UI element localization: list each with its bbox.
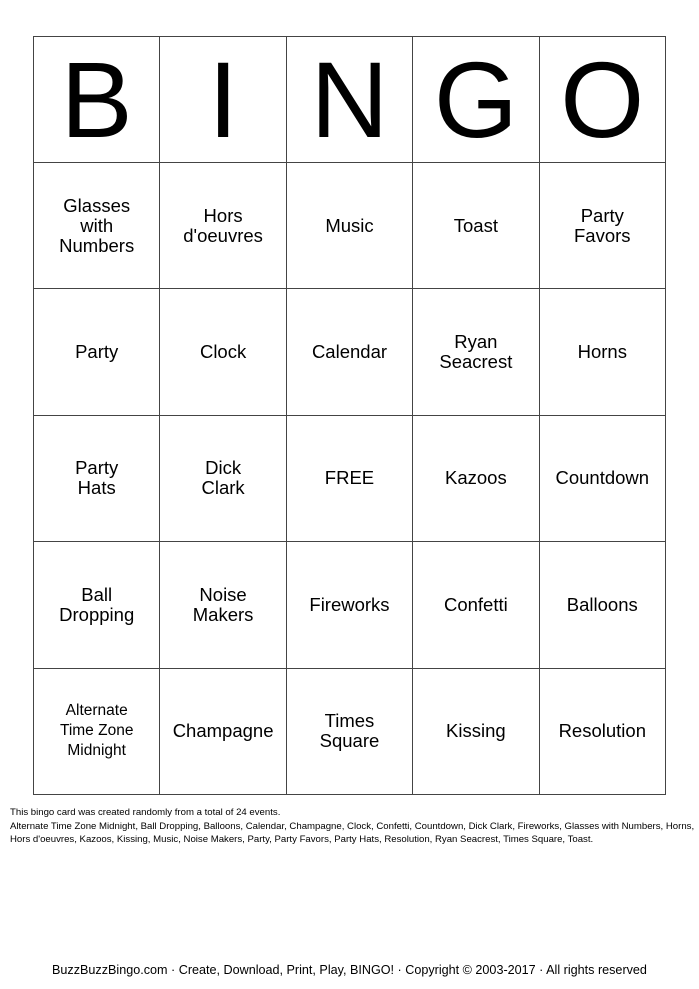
cell-text-line: Alternate	[65, 702, 128, 720]
bingo-cell	[413, 542, 539, 668]
cell-text-line: d'oeuvres	[183, 224, 263, 246]
cell-text-line: Champagne	[172, 720, 274, 742]
cell-text-line: Midnight	[67, 742, 126, 760]
bingo-row	[34, 668, 666, 794]
cell-text-line: Ball	[81, 583, 113, 605]
cell-text-line: Clock	[199, 341, 247, 363]
bingo-cell	[413, 163, 539, 289]
bingo-cell	[286, 289, 412, 415]
cell-text-line: Times	[324, 710, 375, 732]
cell-text-line: Party	[580, 204, 624, 226]
bingo-cell	[539, 289, 665, 415]
bingo-cell	[34, 668, 160, 794]
cell-text-line: Makers	[192, 603, 254, 625]
bingo-cell	[539, 163, 665, 289]
footer: BuzzBuzzBingo.com · Create, Download, Print, Play, BINGO! · Copyright © 2003-2017 · All rights reserved	[52, 963, 647, 977]
bingo-cell	[413, 415, 539, 541]
cell-text-line: Numbers	[59, 234, 135, 256]
bingo-cell	[286, 415, 412, 541]
bingo-cell	[413, 668, 539, 794]
bingo-cell	[160, 668, 286, 794]
cell-text-line: Horns	[577, 341, 627, 363]
cell-text-line: Kissing	[446, 720, 506, 742]
header-letter-o: O	[539, 37, 665, 163]
cell-text-line: Party	[75, 457, 119, 479]
bingo-row	[34, 542, 666, 668]
bingo-cell	[34, 542, 160, 668]
card-summary: This bingo card was created randomly from a total of 24 events.	[10, 807, 281, 818]
bingo-cell	[34, 415, 160, 541]
cell-text-line: Time Zone	[59, 722, 134, 740]
bingo-card	[33, 36, 666, 795]
bingo-cell	[286, 668, 412, 794]
bingo-header-row	[34, 37, 666, 163]
cell-text-line: Calendar	[311, 341, 388, 363]
cell-text-line: Glasses	[63, 194, 131, 216]
header-letter-i: I	[160, 37, 286, 163]
cell-text-line: Party	[75, 341, 119, 363]
cell-text-line: Seacrest	[439, 351, 513, 373]
header-letter-b: B	[34, 37, 160, 163]
cell-text-line: Dropping	[59, 603, 135, 625]
event-list: Alternate Time Zone Midnight, Ball Dropping, Balloons, Calendar, Champagne, Clock, Confetti, Countdown, Dick Clark, Fireworks, Glasses with Numbers, Horns, Hors d'oeuvres, Kazoos, Kissing, Music, Noise Makers, Party, Party Favors, Party Hats, Resolution, Ryan Seacrest, Times Square, Toast.	[10, 820, 695, 845]
cell-text-line: FREE	[324, 467, 375, 489]
bingo-cell	[160, 163, 286, 289]
cell-text-line: Resolution	[558, 720, 646, 742]
bingo-cell	[539, 542, 665, 668]
cell-text-line: Kazoos	[445, 467, 507, 489]
cell-text-line: Fireworks	[309, 593, 390, 615]
cell-text-line: Ryan	[454, 331, 498, 353]
cell-text-line: Noise	[199, 583, 247, 605]
bingo-cell	[286, 163, 412, 289]
bingo-cell	[160, 415, 286, 541]
bingo-cell	[34, 289, 160, 415]
cell-text-line: Square	[319, 730, 380, 752]
cell-text-line: Countdown	[555, 467, 650, 489]
header-letter-g: G	[413, 37, 539, 163]
cell-text-line: Confetti	[443, 593, 508, 615]
bingo-cell	[160, 542, 286, 668]
bingo-cell	[160, 289, 286, 415]
bingo-cell	[34, 163, 160, 289]
header-letter-n: N	[286, 37, 412, 163]
cell-text-line: Toast	[453, 214, 498, 236]
cell-text-line: Music	[325, 214, 374, 236]
card-info	[10, 806, 695, 847]
cell-text-line: Favors	[574, 224, 631, 246]
cell-text-line: Dick	[205, 457, 242, 479]
bingo-cell	[413, 289, 539, 415]
bingo-row	[34, 163, 666, 289]
cell-text-line: Clark	[201, 477, 245, 499]
cell-text-line: Hors	[203, 204, 243, 226]
cell-text-line: Balloons	[566, 593, 638, 615]
bingo-cell	[539, 415, 665, 541]
bingo-cell	[286, 542, 412, 668]
cell-text-line: Hats	[77, 477, 116, 499]
bingo-cell	[539, 668, 665, 794]
cell-text-line: with	[80, 214, 114, 236]
bingo-row	[34, 289, 666, 415]
bingo-row	[34, 415, 666, 541]
